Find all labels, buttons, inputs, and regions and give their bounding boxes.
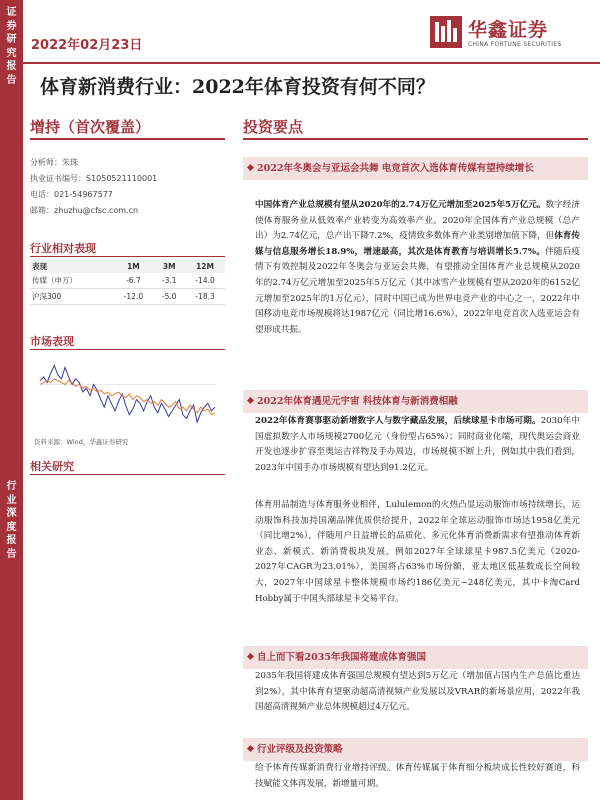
- market-line-chart: [30, 352, 225, 432]
- section-body-2b: 体育用品制造与体育服务业相伴，Lululemon的火热凸显运动服饰市场持续增长，运动服饰科技加持国潮品牌优质供给提升，2022年全球运动服饰市场达1958亿美元（同比增2%），伴随用户日益增长的品质化、多元化体育消费新需求有望推动体育新业态、新模式、新消费板块发展，例如2027年全球球星卡987.5亿美元（2020-2027年CAGR为23.01%），美国将占63%市场份额，亚太地区低基数成长空间较大，2027年中国球星卡整体规模市场约186亿美元~248亿美元，其中卡淘Card Hobby属于中国头部球星卡交易平台。: [255, 500, 580, 604]
- sidebar-bottom-label: 行 业 深 度 报 告: [6, 481, 17, 560]
- section-body-3: 2035年我国将建成体育强国总规模有望达到5万亿元（增加值占国内生产总值比重达到2%），其中体育有望驱动超高清视频产业发展以及VRAR的新场景应用，2022年我国超高清视频产业总体规模超过4万亿元。: [255, 671, 580, 713]
- section-1-text-a: 数字经济使体育服务业从低效率产业转变为高效率产业。2020年全国体育产业总规模（总产出）为2.74亿元，总产出下降7.2%，疫情致多数体育产业类别增加值下降，但: [255, 200, 580, 242]
- section-1-lead: 中国体育产业总规模有望从2020年的2.74万亿元增加至2025年5万亿元。: [255, 200, 546, 210]
- left-heading-line: [30, 138, 225, 140]
- row-12m: -14.0: [185, 273, 225, 289]
- table-header-cell: 12M: [185, 260, 225, 273]
- analyst-phone: 电话：021-54967577: [30, 190, 113, 199]
- left-color-bar: [0, 0, 23, 800]
- analyst-name: 分析师：朱珠: [30, 158, 78, 167]
- table-header-cell: 3M: [153, 260, 185, 273]
- sidebar-top-label: 证 券 研 究 报 告: [6, 7, 17, 86]
- report-title: 体育新消费行业：2022年体育投资有何不同？: [40, 76, 435, 98]
- row-3m: -3.1: [153, 273, 185, 289]
- right-heading-line: [243, 138, 588, 140]
- row-12m: -18.3: [185, 289, 225, 305]
- performance-heading-line: [30, 256, 225, 257]
- chart-source: 资料来源：Wind，华鑫证券研究: [34, 438, 129, 446]
- series-line-1: [40, 366, 215, 423]
- table-row: [30, 289, 225, 305]
- section-heading-3: 自上而下看2035年我国将建成体育强国: [243, 646, 588, 669]
- brand-name-cn: 华鑫证券: [468, 19, 549, 41]
- brand-name-en: CHINA FORTUNE SECURITIES: [468, 41, 562, 48]
- section-body-1: [255, 198, 580, 338]
- section-heading-1: 2022年冬奥会与亚运会共舞 电竞首次入选体育传媒有望持续增长: [243, 157, 588, 180]
- analyst-license: 执业证书编号：S1050521110001: [30, 174, 158, 183]
- table-header-cell: 表现: [30, 260, 113, 273]
- market-chart: [30, 352, 225, 432]
- market-heading: 市场表现: [30, 335, 74, 348]
- section-body-4: 给予体育传媒新消费行业增持评级。体育传媒属于体育细分板块成长性较好赛道，科技赋能文体再发展，新增量可期。: [255, 763, 580, 789]
- header-divider: [23, 62, 600, 64]
- related-heading-line: [30, 474, 225, 475]
- section-1-text-b: 伴随后疫情下有效控制及2022年冬奥会与亚运会共舞，有望推动全国体育产业总规模从2020年的2.74万亿元增加至2025年5万亿元（其中冰雪产业规模有望从2020年的6152亿元增加至2025年的1万亿元），同时中国已成为世界电竞产业的中心之一，2022年中国移动电竞市场规模将达1987亿元（同比增16.6%），2022年电竞首次入选亚运会有望形成共振。: [255, 246, 580, 335]
- analyst-info: [30, 155, 225, 219]
- table-header-cell: 1M: [113, 260, 153, 273]
- section-heading-4: 行业评级及投资策略: [243, 738, 588, 761]
- brand-logo: [430, 12, 590, 54]
- row-name: 传媒（申万）: [30, 273, 113, 289]
- row-3m: -5.0: [153, 289, 185, 305]
- section-2-lead: 2022年体育赛事驱动新增数字人与数字藏品发展，后续球星卡市场可期。: [255, 416, 541, 426]
- section-heading-2: 2022年体育遇见元宇宙 科技体育与新消费相融: [243, 390, 588, 413]
- row-name: 沪深300: [30, 289, 113, 305]
- rating-label: 增持（首次覆盖）: [30, 118, 151, 136]
- performance-table: [30, 260, 225, 305]
- key-points-heading: 投资要点: [243, 118, 304, 136]
- section-1-highlight: 体育传媒与信息服务增长18.9%，增速最高，其次是体育教育与培训增长5.7%。: [255, 231, 580, 257]
- section-body-2a: [255, 414, 580, 476]
- market-heading-line: [30, 349, 225, 350]
- row-1m: -6.7: [113, 273, 153, 289]
- report-date: 2022年02月23日: [31, 38, 143, 53]
- logo-mark-icon: [430, 16, 462, 48]
- analyst-email[interactable]: 邮箱：zhuzhu@cfsc.com.cn: [30, 206, 139, 215]
- table-header-row: [30, 260, 225, 273]
- related-research-heading: 相关研究: [30, 460, 74, 473]
- table-row: [30, 273, 225, 289]
- section-2-text-a: 2030年中国虚拟数字人市场规模2700亿元（身份型占65%）；同时商业化端，现代奥运会商业开发也逐步扩容至奥运吉祥物及手办周边，市场规模不断上升，例如其中我们看到，2023年中国手办市场规模有望达到91.2亿元。: [255, 416, 581, 473]
- performance-heading: 行业相对表现: [30, 242, 96, 255]
- row-1m: -12.0: [113, 289, 153, 305]
